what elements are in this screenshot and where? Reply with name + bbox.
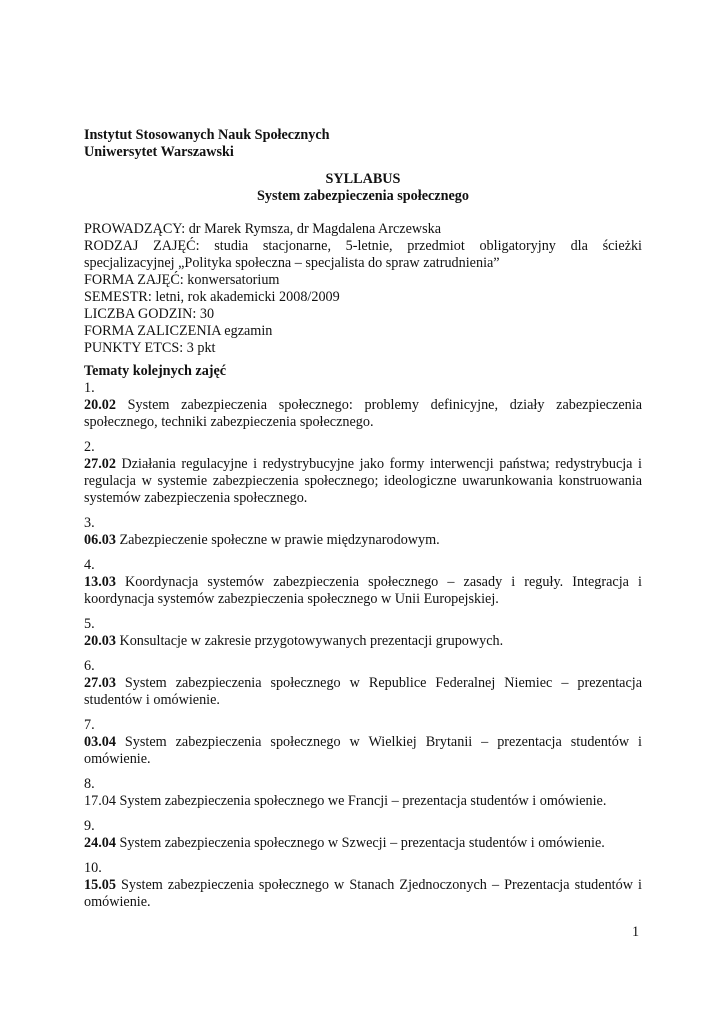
topic-number: 9. bbox=[84, 818, 95, 834]
topics-list bbox=[84, 380, 642, 911]
topic-date: 17.04 bbox=[84, 793, 116, 809]
document-page bbox=[84, 127, 642, 911]
topic-date: 15.05 bbox=[84, 877, 116, 893]
topic-text: System zabezpieczenia społecznego w Szwecji – prezentacja studentów i omówienie. bbox=[115, 835, 605, 851]
topic-body bbox=[84, 835, 642, 852]
topic-text: System zabezpieczenia społecznego w Republice Federalnej Niemiec – prezentacja studentów i omówienie. bbox=[84, 675, 642, 708]
topic-item bbox=[84, 616, 642, 650]
topic-number: 7. bbox=[84, 717, 95, 733]
topic-item bbox=[84, 557, 642, 608]
topic-number: 10. bbox=[84, 860, 102, 876]
topic-body bbox=[84, 877, 642, 911]
institute-name: Instytut Stosowanych Nauk Społecznych bbox=[84, 127, 330, 143]
topic-body bbox=[84, 532, 642, 549]
course-form-line: FORMA ZAJĘĆ: konwersatorium bbox=[84, 272, 280, 288]
topic-date: 27.03 bbox=[84, 675, 116, 691]
topic-number: 1. bbox=[84, 380, 95, 396]
topic-date: 13.03 bbox=[84, 574, 116, 590]
topics-heading: Tematy kolejnych zajęć bbox=[84, 363, 227, 379]
university-name: Uniwersytet Warszawski bbox=[84, 144, 234, 160]
topic-number: 5. bbox=[84, 616, 95, 632]
ects-line: PUNKTY ETCS: 3 pkt bbox=[84, 340, 216, 356]
topic-number: 8. bbox=[84, 776, 95, 792]
topic-body bbox=[84, 793, 642, 810]
course-title: System zabezpieczenia społecznego bbox=[257, 188, 469, 204]
topic-text: Konsultacje w zakresie przygotowywanych prezentacji grupowych. bbox=[115, 633, 504, 649]
topic-date: 20.02 bbox=[84, 397, 116, 413]
topic-item bbox=[84, 658, 642, 709]
topic-body bbox=[84, 574, 642, 608]
topic-text: System zabezpieczenia społecznego we Francji – prezentacja studentów i omówienie. bbox=[115, 793, 607, 809]
topic-text: Koordynacja systemów zabezpieczenia społecznego – zasady i reguły. Integracja i koordynacja systemów zabezpieczenia społecznego w Unii Europejskiej. bbox=[84, 574, 642, 607]
topic-text: System zabezpieczenia społecznego: problemy definicyjne, działy zabezpieczenia społecznego, techniki zabezpieczenia społecznego. bbox=[84, 397, 642, 430]
page-number: 1 bbox=[632, 924, 640, 940]
topic-item bbox=[84, 818, 642, 852]
hours-line: LICZBA GODZIN: 30 bbox=[84, 306, 215, 322]
semester-line: SEMESTR: letni, rok akademicki 2008/2009 bbox=[84, 289, 340, 305]
topic-body bbox=[84, 633, 642, 650]
topic-body bbox=[84, 734, 642, 768]
topic-date: 24.04 bbox=[84, 835, 116, 851]
topic-text: System zabezpieczenia społecznego w Stanach Zjednoczonych – Prezentacja studentów i omówienie. bbox=[84, 877, 642, 910]
topic-item bbox=[84, 860, 642, 911]
lecturers-line: PROWADZĄCY: dr Marek Rymsza, dr Magdalena Arczewska bbox=[84, 221, 442, 237]
topic-body bbox=[84, 675, 642, 709]
topic-date: 20.03 bbox=[84, 633, 116, 649]
topic-item bbox=[84, 439, 642, 507]
topic-date: 03.04 bbox=[84, 734, 116, 750]
topic-date: 27.02 bbox=[84, 456, 116, 472]
topic-number: 6. bbox=[84, 658, 95, 674]
topic-number: 2. bbox=[84, 439, 95, 455]
topic-text: Działania regulacyjne i redystrybucyjne jako formy interwencji państwa; redystrybucja i regulacja w systemie zabezpieczenia społecznego; ideologiczne uwarunkowania konstruowania systemów zabezpieczenia społecznego. bbox=[84, 456, 642, 506]
topic-number: 3. bbox=[84, 515, 95, 531]
topic-item bbox=[84, 515, 642, 549]
topic-text: System zabezpieczenia społecznego w Wielkiej Brytanii – prezentacja studentów i omówienie. bbox=[84, 734, 642, 767]
topic-item bbox=[84, 717, 642, 768]
topic-body bbox=[84, 456, 642, 507]
topic-body bbox=[84, 397, 642, 431]
assessment-line: FORMA ZALICZENIA egzamin bbox=[84, 323, 273, 339]
topic-item bbox=[84, 776, 642, 810]
topic-date: 06.03 bbox=[84, 532, 116, 548]
topic-number: 4. bbox=[84, 557, 95, 573]
document-title: SYLLABUS bbox=[325, 171, 401, 187]
topic-text: Zabezpieczenie społeczne w prawie międzynarodowym. bbox=[115, 532, 440, 548]
topic-item bbox=[84, 380, 642, 431]
course-type-line: RODZAJ ZAJĘĆ: studia stacjonarne, 5-letnie, przedmiot obligatoryjny dla ścieżki specjalizacyjnej „Polityka społeczna – specjalista do spraw zatrudnienia” bbox=[84, 238, 642, 271]
